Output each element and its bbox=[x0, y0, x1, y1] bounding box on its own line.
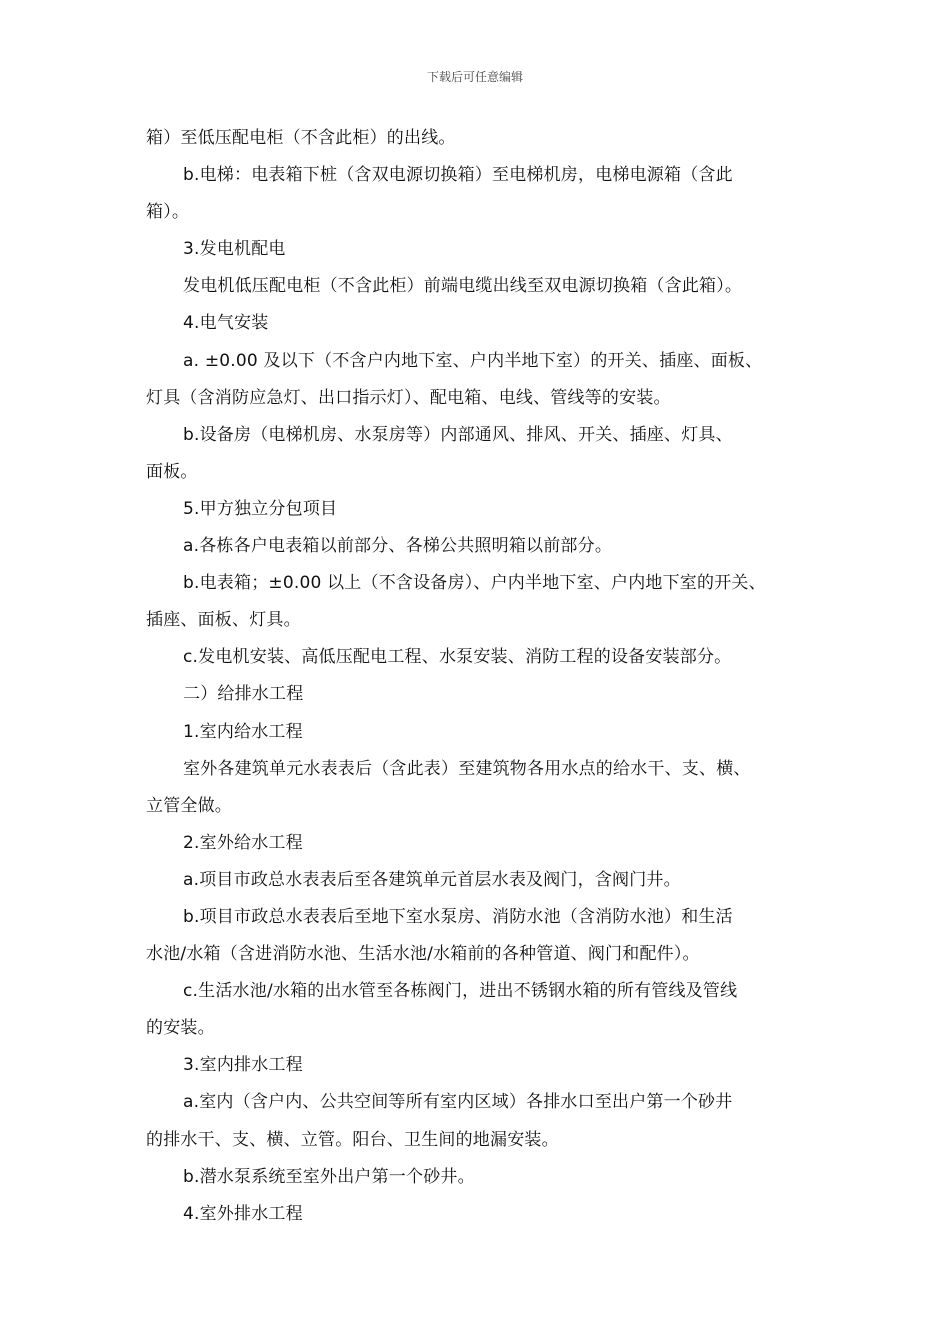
text-line: 5.甲方独立分包项目 bbox=[183, 498, 338, 519]
text-line: c.发电机安装、高低压配电工程、水泵安装、消防工程的设备安装部分。 bbox=[183, 647, 732, 668]
text-line: b.潜水泵系统至室外出户第一个砂井。 bbox=[183, 1166, 475, 1187]
text-line: 水池/水箱（含进消防水池、生活水池/水箱前的各种管道、阀门和配件）。 bbox=[146, 944, 700, 965]
text-line: 面板。 bbox=[146, 461, 198, 482]
text-line: 箱）。 bbox=[146, 202, 190, 223]
text-line: 室外各建筑单元水表表后（含此表）至建筑物各用水点的给水干、支、横、 bbox=[183, 758, 751, 779]
text-line: 灯具（含消防应急灯、出口指示灯）、配电箱、电线、管线等的安装。 bbox=[146, 387, 671, 408]
text-line: b.电表箱；±0.00 以上（不含设备房）、户内半地下室、户内地下室的开关、 bbox=[183, 573, 766, 594]
text-line: a.项目市政总水表表后至各建筑单元首层水表及阀门，含阀门井。 bbox=[183, 869, 681, 890]
text-line: b.项目市政总水表表后至地下室水泵房、消防水池（含消防水池）和生活 bbox=[183, 906, 733, 927]
text-line: 3.发电机配电 bbox=[183, 239, 286, 260]
text-line: 发电机低压配电柜（不含此柜）前端电缆出线至双电源切换箱（含此箱）。 bbox=[183, 276, 743, 297]
text-line: 插座、面板、灯具。 bbox=[146, 610, 301, 631]
text-line: 1.室内给水工程 bbox=[183, 721, 303, 742]
text-line: 箱）至低压配电柜（不含此柜）的出线。 bbox=[146, 128, 456, 148]
document-body bbox=[146, 120, 816, 1233]
text-line: a.室内（含户内、公共空间等所有室内区域）各排水口至出户第一个砂井 bbox=[183, 1092, 733, 1113]
text-line: 立管全做。 bbox=[146, 795, 232, 816]
text-line: 2.室外给水工程 bbox=[183, 832, 303, 853]
text-line: a.各栋各户电表箱以前部分、各梯公共照明箱以前部分。 bbox=[183, 536, 613, 557]
text-line: 4.室外排水工程 bbox=[183, 1203, 303, 1224]
text-line: 的安装。 bbox=[146, 1018, 215, 1039]
text-line: b.电梯：电表箱下桩（含双电源切换箱）至电梯机房，电梯电源箱（含此 bbox=[183, 165, 733, 186]
text-line: c.生活水池/水箱的出水管至各栋阀门，进出不锈钢水箱的所有管线及管线 bbox=[183, 981, 738, 1002]
text-line: a. ±0.00 及以下（不含户内地下室、户内半地下室）的开关、插座、面板、 bbox=[183, 350, 763, 371]
text-line: 二）给排水工程 bbox=[183, 684, 304, 705]
text-line: b.设备房（电梯机房、水泵房等）内部通风、排风、开关、插座、灯具、 bbox=[183, 424, 733, 445]
text-line: 的排水干、支、横、立管。阳台、卫生间的地漏安装。 bbox=[146, 1129, 559, 1150]
page-header: 下载后可任意编辑 bbox=[426, 70, 523, 84]
text-line: 4.电气安装 bbox=[183, 313, 269, 334]
text-line: 3.室内排水工程 bbox=[183, 1055, 303, 1076]
